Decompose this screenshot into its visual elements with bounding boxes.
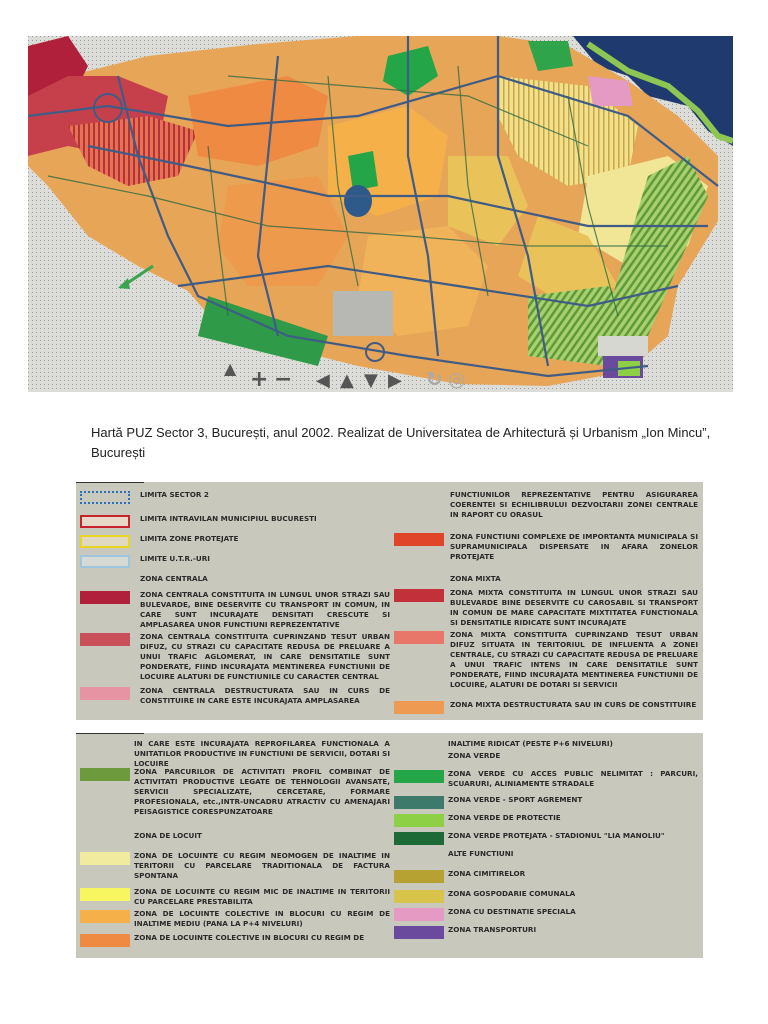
legend-swatch	[80, 687, 130, 700]
legend-item-label: LIMITA INTRAVILAN MUNICIPIUL BUCURESTI	[140, 514, 317, 523]
map-caption: Hartă PUZ Sector 3, București, anul 2002. Realizat de Universitatea de Arhitectură și Urbanism „Ion Mincu”, București	[91, 425, 711, 460]
legend-item-label: ZONA CENTRALA	[140, 574, 208, 583]
pan-down-button[interactable]: ▼	[364, 370, 378, 391]
legend-swatch	[80, 934, 130, 947]
legend-item-label: ZONA DE LOCUINTE CU REGIM NEOMOGEN DE INALTIME IN TERITORII CU PARCELARE TRADITIONALA DE FACTURA SPONTANA	[134, 851, 390, 880]
legend-swatch	[394, 908, 444, 921]
legend-panel-2	[76, 733, 703, 958]
legend-item-label: ZONA CIMITIRELOR	[448, 869, 526, 878]
legend-swatch	[394, 796, 444, 809]
legend-swatch	[80, 633, 130, 646]
reset-view-icon[interactable]: ◎	[448, 367, 466, 391]
legend-item-label: ZONA MIXTA DESTRUCTURATA SAU IN CURS DE CONSTITUIRE	[450, 700, 697, 709]
legend-item-label: ZONA VERDE - SPORT AGREMENT	[448, 795, 583, 804]
legend-swatch	[80, 555, 130, 568]
legend-item-label: ZONA PARCURILOR DE ACTIVITATI PROFIL COMBINAT DE ACTIVITATI PRODUCTIVE LEGATE DE TEHNOLOGII AVANSATE, SERVICII SPECIALIZATE, CERCETARE, FORMARE PROFESIONALA, etc.,INTR-UNCADRU ATRACTIV CU AMENAJARI PEISAGISTICE CORESPUNZATOARE	[134, 767, 390, 816]
legend-swatch	[394, 870, 444, 883]
legend-divider	[76, 733, 144, 734]
legend-item-label: ZONA VERDE CU ACCES PUBLIC NELIMITAT : PARCURI, SCUARURI, ALINIAMENTE STRADALE	[448, 769, 698, 788]
zoom-out-button[interactable]: −	[274, 367, 293, 392]
legend-divider	[76, 482, 144, 483]
legend-item-label: ZONA DE LOCUINTE CU REGIM MIC DE INALTIME IN TERITORII CU PARCELARE PRESTABILITA	[134, 887, 390, 906]
legend-swatch	[80, 768, 130, 781]
legend-panel-1	[76, 482, 703, 720]
legend-item-label: ZONA DE LOCUINTE COLECTIVE IN BLOCURI CU REGIM DE INALTIME MEDIU (PANA LA P+4 NIVELURI)	[134, 909, 390, 928]
legend-item-label: ZONA VERDE DE PROTECTIE	[448, 813, 561, 822]
pan-right-button[interactable]: ▶	[388, 370, 402, 391]
legend-item-label: ZONA TRANSPORTURI	[448, 925, 537, 934]
legend-swatch	[80, 591, 130, 604]
legend-item-label: LIMITE U.T.R.-URI	[140, 554, 210, 563]
pan-up-button[interactable]: ▲	[340, 370, 354, 391]
legend-item-label: FUNCTIUNILOR REPREZENTATIVE PENTRU ASIGURAREA COERENTEI SI ECHILIBRULUI DEZVOLTARII ZONEI CENTRALE IN RAPORT CU ORASUL	[450, 490, 698, 519]
legend-item-label: ZONA DE LOCUIT	[134, 831, 202, 840]
legend-item-label: ZONA CENTRALA CONSTITUITA CUPRINZAND TESUT URBAN DIFUZ, CU STRAZI CU CAPACITATE REDUSA DE PRELUARE A UNUI TRAFIC AGLOMERAT, IN CARE DENSITATILE SUNT PONDERATE, FIIND INCURAJATA MENTINEREA FUNCTIUNII DE LOCUIRE ALATURI DE FUNCTIUNILE CU CARACTER CENTRAL	[140, 632, 390, 681]
legend-item-label: ZONA CU DESTINATIE SPECIALA	[448, 907, 576, 916]
legend-item-label: INALTIME RIDICAT (PESTE P+6 NIVELURI)	[448, 739, 613, 748]
legend-swatch	[394, 631, 444, 644]
legend-item-label: ZONA VERDE	[448, 751, 501, 760]
rotate-icon[interactable]: ↻	[426, 367, 443, 391]
legend-item-label: ZONA MIXTA CONSTITUITA CUPRINZAND TESUT URBAN DIFUZ SITUATA IN TERITORIUL DE INFLUENTA A ZONEI CENTRALE, CU STRAZI CU CAPACITATE REDUSA DE PRELUARE A UNUI TRAFIC INTENS IN CARE DENSITATILE SUNT PONDERATE, FIIND INCURAJATA MENTINEREA FUNCTIUNII DE LOCUIRE, ALATURI DE DOTARI SI SERVICII	[450, 630, 698, 689]
legend-item-label: LIMITA SECTOR 2	[140, 490, 209, 499]
legend-swatch	[80, 535, 130, 548]
legend-swatch	[80, 888, 130, 901]
legend-item-label: ZONA CENTRALA CONSTITUITA IN LUNGUL UNOR STRAZI SAU BULEVARDE, BINE DESERVITE CU TRANSPORT IN COMUN, IN CARE SUNT INCURAJATE DENSITATI CRESCUTE SI AMPLASAREA UNOR FUNCTIUNI REPREZENTATIVE	[140, 590, 390, 629]
legend-item-label: ZONA MIXTA CONSTITUITA IN LUNGUL UNOR STRAZI SAU BULEVARDE BINE DESERVITE CU CAROSABIL SI TRANSPORT IN COMUN DE MARE CAPACITATE MIXTITATEA FUNCTIONALA SI DENSITATILE RIDICATE SUNT INCURAJATE	[450, 588, 698, 627]
legend-item-label: IN CARE ESTE INCURAJATA REPROFILAREA FUNCTIONALA A UNITATILOR PRODUCTIVE IN FUNCTIUNI DE SERVICII, DOTARI SI LOCUIRE	[134, 739, 390, 768]
legend-item-label: ZONA FUNCTIUNI COMPLEXE DE IMPORTANTA MUNICIPALA SI SUPRAMUNICIPALA DISPERSATE IN AFARA ZONELOR PROTEJATE	[450, 532, 698, 561]
legend-item-label: ZONA MIXTA	[450, 574, 501, 583]
map-up-button[interactable]: ▲	[224, 359, 237, 378]
legend-swatch	[394, 770, 444, 783]
map-drawing	[28, 36, 733, 392]
legend-swatch	[394, 890, 444, 903]
legend-swatch	[80, 910, 130, 923]
legend-swatch	[80, 491, 130, 504]
zoom-in-button[interactable]: +	[250, 367, 269, 392]
legend-swatch	[394, 533, 444, 546]
legend-swatch	[394, 701, 444, 714]
legend-swatch	[394, 832, 444, 845]
legend-item-label: LIMITA ZONE PROTEJATE	[140, 534, 239, 543]
legend-swatch	[80, 852, 130, 865]
legend-swatch	[394, 589, 444, 602]
legend-swatch	[394, 814, 444, 827]
pan-left-button[interactable]: ◀	[316, 370, 330, 391]
legend-item-label: ZONA VERDE PROTEJATA - STADIONUL "LIA MANOLIU"	[448, 831, 665, 840]
legend-item-label: ZONA DE LOCUINTE COLECTIVE IN BLOCURI CU REGIM DE	[134, 933, 365, 942]
legend-swatch	[80, 515, 130, 528]
legend-item-label: ZONA GOSPODARIE COMUNALA	[448, 889, 576, 898]
legend-swatch	[394, 926, 444, 939]
puz-sector-3-map[interactable]	[28, 36, 733, 392]
legend-item-label: ALTE FUNCTIUNI	[448, 849, 514, 858]
legend-item-label: ZONA CENTRALA DESTRUCTURATA SAU IN CURS DE CONSTITUIRE IN CARE ESTE INCURAJATA AMPLASAREA	[140, 686, 390, 705]
